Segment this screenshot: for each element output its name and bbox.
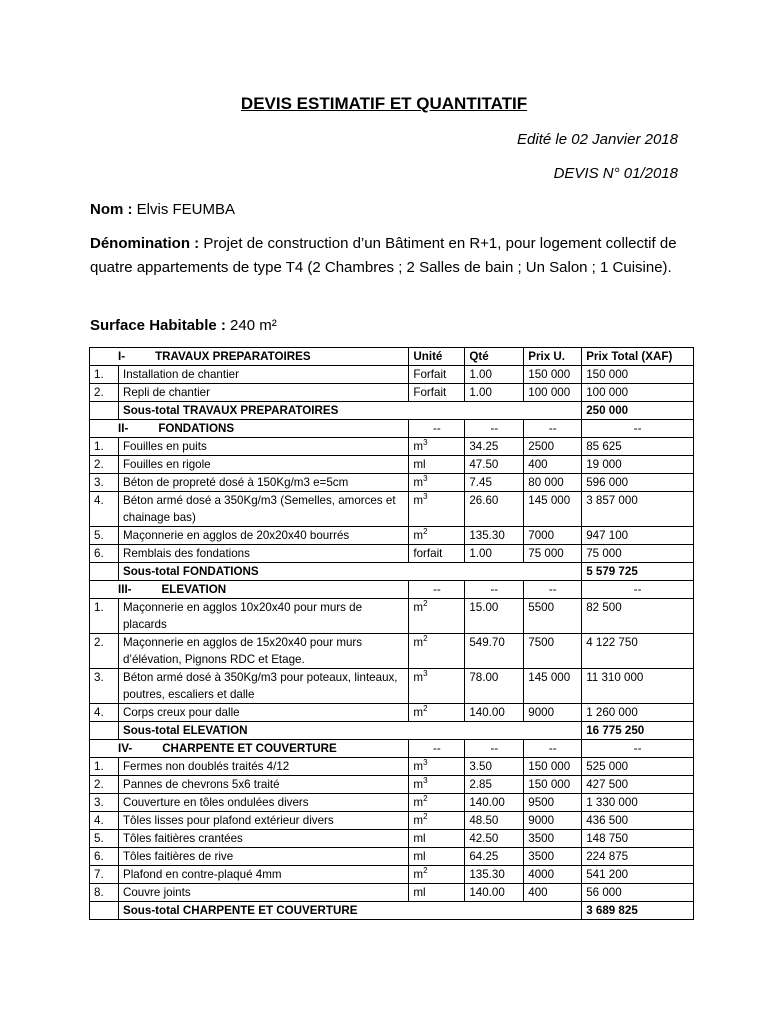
- cell-unit-price: 3500: [524, 848, 582, 866]
- column-header: Prix Total (XAF): [582, 348, 694, 366]
- cell-unit-price: 2500: [524, 438, 582, 456]
- cell-unit: forfait: [409, 545, 465, 563]
- cell-quantity: 1.00: [465, 366, 524, 384]
- client-name-label: Nom :: [90, 201, 133, 218]
- table-row: [90, 366, 694, 384]
- cell-total: 148 750: [582, 830, 694, 848]
- cell-number: 4.: [90, 492, 119, 527]
- cell-unit: $m^3$: [409, 438, 465, 456]
- cell-unit: $m^3$: [409, 758, 465, 776]
- placeholder-cell: --: [524, 420, 582, 438]
- section-name: ELEVATION: [161, 583, 227, 596]
- cell-number: 1.: [90, 366, 119, 384]
- cell-number: 1.: [90, 758, 119, 776]
- cell-unit: $m^3$: [409, 492, 465, 527]
- cell-unit: $m^2$: [409, 866, 465, 884]
- cell-number: 6.: [90, 545, 119, 563]
- cell-total: 100 000: [582, 384, 694, 402]
- cell-number: 5.: [90, 527, 119, 545]
- cell-empty: [90, 563, 119, 581]
- cell-unit: $m^2$: [409, 527, 465, 545]
- cell-number: 2.: [90, 634, 119, 669]
- cell-unit-price: 400: [524, 884, 582, 902]
- placeholder-cell: --: [582, 420, 694, 438]
- cell-unit-price: 9500: [524, 794, 582, 812]
- cell-number: 1.: [90, 599, 119, 634]
- placeholder-cell: --: [524, 581, 582, 599]
- subtotal-row: [90, 563, 694, 581]
- cell-designation: Béton de propreté dosé à 150Kg/m3 e=5cm: [118, 474, 408, 492]
- cell-number: 2.: [90, 456, 119, 474]
- table-row: [90, 456, 694, 474]
- section-name: FONDATIONS: [158, 422, 235, 435]
- table-row: [90, 830, 694, 848]
- cell-designation: Fermes non doublés traités 4/12: [118, 758, 408, 776]
- column-header: Qté: [465, 348, 524, 366]
- cell-unit-price: 150 000: [524, 366, 582, 384]
- cell-total: 1 330 000: [582, 794, 694, 812]
- cell-total: 4 122 750: [582, 634, 694, 669]
- table-row: [90, 776, 694, 794]
- cell-total: 11 310 000: [582, 669, 694, 704]
- denomination-value: Projet de construction d’un Bâtiment en R+1, pour logement collectif de quatre appartements de type T4 (2 Chambres ; 2 Salles de bain ; Un Salon ; 1 Cuisine).: [90, 235, 677, 276]
- cell-unit-price: 5500: [524, 599, 582, 634]
- cell-total: 19 000: [582, 456, 694, 474]
- cell-unit: ml: [409, 456, 465, 474]
- subtotal-label: Sous-total ELEVATION: [118, 722, 581, 740]
- cell-designation: Maçonnerie en agglos de 15x20x40 pour murs d’élévation, Pignons RDC et Etage.: [118, 634, 408, 669]
- placeholder-cell: --: [409, 420, 465, 438]
- cell-total: 436 500: [582, 812, 694, 830]
- cell-quantity: 549.70: [465, 634, 524, 669]
- cell-designation: Tôles faitières crantées: [118, 830, 408, 848]
- cell-total: 596 000: [582, 474, 694, 492]
- placeholder-cell: --: [465, 420, 524, 438]
- cell-number: 3.: [90, 669, 119, 704]
- column-header: Prix U.: [524, 348, 582, 366]
- cell-total: 82 500: [582, 599, 694, 634]
- section-name: TRAVAUX PREPARATOIRES: [155, 350, 311, 363]
- cell-unit-price: 9000: [524, 812, 582, 830]
- cell-total: 427 500: [582, 776, 694, 794]
- cell-unit-price: 150 000: [524, 776, 582, 794]
- table-row: [90, 812, 694, 830]
- cell-total: 150 000: [582, 366, 694, 384]
- section-header-row: [90, 581, 694, 599]
- cell-unit: $m^3$: [409, 669, 465, 704]
- cell-empty: [90, 902, 119, 920]
- client-name-line: [90, 198, 680, 222]
- cell-quantity: 2.85: [465, 776, 524, 794]
- section-name: CHARPENTE ET COUVERTURE: [162, 742, 337, 755]
- cell-designation: Béton armé dosé à 350Kg/m3 pour poteaux, linteaux, poutres, escaliers et dalle: [118, 669, 408, 704]
- cell-designation: Remblais des fondations: [118, 545, 408, 563]
- cell-unit-price: 100 000: [524, 384, 582, 402]
- document-title: DEVIS ESTIMATIF ET QUANTITATIF: [240, 94, 528, 113]
- table-row: [90, 438, 694, 456]
- section-roman: II-: [118, 422, 129, 435]
- subtotal-row: [90, 402, 694, 420]
- cell-number: 5.: [90, 830, 119, 848]
- placeholder-cell: --: [465, 581, 524, 599]
- cell-quantity: 140.00: [465, 704, 524, 722]
- cell-total: 1 260 000: [582, 704, 694, 722]
- cell-empty: [90, 402, 119, 420]
- cell-number: 3.: [90, 474, 119, 492]
- cell-unit-price: 150 000: [524, 758, 582, 776]
- cell-quantity: 1.00: [465, 545, 524, 563]
- surface-label: Surface Habitable :: [90, 317, 226, 334]
- cell-designation: Fouilles en puits: [118, 438, 408, 456]
- cell-designation: Installation de chantier: [118, 366, 408, 384]
- cell-unit: $m^2$: [409, 794, 465, 812]
- section-roman: I-: [118, 350, 126, 363]
- table-row: [90, 848, 694, 866]
- cell-designation: Fouilles en rigole: [118, 456, 408, 474]
- section-title: [90, 420, 409, 438]
- cell-quantity: 78.00: [465, 669, 524, 704]
- cell-number: 4.: [90, 704, 119, 722]
- placeholder-cell: --: [409, 581, 465, 599]
- cell-quantity: 48.50: [465, 812, 524, 830]
- cell-designation: Tôles lisses pour plafond extérieur divers: [118, 812, 408, 830]
- cell-number: 4.: [90, 812, 119, 830]
- cell-designation: Tôles faitières de rive: [118, 848, 408, 866]
- cell-total: 75 000: [582, 545, 694, 563]
- cell-unit: ml: [409, 848, 465, 866]
- cell-quantity: 26.60: [465, 492, 524, 527]
- subtotal-label: Sous-total TRAVAUX PREPARATOIRES: [118, 402, 581, 420]
- cell-designation: Couvre joints: [118, 884, 408, 902]
- quote-table: [89, 347, 694, 920]
- section-header-row: [90, 420, 694, 438]
- cell-unit: $m^2$: [409, 704, 465, 722]
- cell-designation: Couverture en tôles ondulées divers: [118, 794, 408, 812]
- subtotal-label: Sous-total FONDATIONS: [118, 563, 581, 581]
- cell-empty: [90, 722, 119, 740]
- devis-number: DEVIS N° 01/2018: [553, 165, 678, 182]
- denomination-label: Dénomination :: [90, 235, 200, 252]
- edit-date: Edité le 02 Janvier 2018: [517, 131, 678, 148]
- cell-unit-price: 4000: [524, 866, 582, 884]
- cell-designation: Repli de chantier: [118, 384, 408, 402]
- cell-unit: $m^2$: [409, 599, 465, 634]
- table-row: [90, 599, 694, 634]
- section-header-row: [90, 740, 694, 758]
- cell-number: 7.: [90, 866, 119, 884]
- cell-designation: Maçonnerie en agglos de 20x20x40 bourrés: [118, 527, 408, 545]
- cell-unit: $m^2$: [409, 634, 465, 669]
- cell-total: 947 100: [582, 527, 694, 545]
- cell-quantity: 135.30: [465, 866, 524, 884]
- placeholder-cell: --: [582, 740, 694, 758]
- subtotal-value: 3 689 825: [582, 902, 694, 920]
- cell-quantity: 42.50: [465, 830, 524, 848]
- table-row: [90, 634, 694, 669]
- cell-number: 2.: [90, 776, 119, 794]
- cell-quantity: 34.25: [465, 438, 524, 456]
- subtotal-row: [90, 902, 694, 920]
- cell-designation: Pannes de chevrons 5x6 traité: [118, 776, 408, 794]
- cell-number: 2.: [90, 384, 119, 402]
- table-row: [90, 866, 694, 884]
- section-title: [90, 581, 409, 599]
- cell-number: 8.: [90, 884, 119, 902]
- cell-unit: $m^3$: [409, 776, 465, 794]
- section-title: [90, 740, 409, 758]
- cell-designation: Maçonnerie en agglos 10x20x40 pour murs de placards: [118, 599, 408, 634]
- cell-quantity: 140.00: [465, 884, 524, 902]
- section-header-row: [90, 348, 694, 366]
- placeholder-cell: --: [465, 740, 524, 758]
- placeholder-cell: --: [524, 740, 582, 758]
- cell-designation: Corps creux pour dalle: [118, 704, 408, 722]
- cell-number: 6.: [90, 848, 119, 866]
- placeholder-cell: --: [409, 740, 465, 758]
- subtotal-row: [90, 722, 694, 740]
- table-row: [90, 794, 694, 812]
- cell-quantity: 15.00: [465, 599, 524, 634]
- cell-number: 3.: [90, 794, 119, 812]
- cell-unit-price: 75 000: [524, 545, 582, 563]
- table-row: [90, 545, 694, 563]
- cell-unit-price: 9000: [524, 704, 582, 722]
- table-row: [90, 884, 694, 902]
- table-row: [90, 492, 694, 527]
- cell-unit-price: 145 000: [524, 669, 582, 704]
- cell-designation: Plafond en contre-plaqué 4mm: [118, 866, 408, 884]
- cell-unit-price: 400: [524, 456, 582, 474]
- section-roman: IV-: [118, 742, 133, 755]
- surface-line: [90, 314, 680, 338]
- table-row: [90, 669, 694, 704]
- cell-unit: $m^2$: [409, 812, 465, 830]
- table-row: [90, 758, 694, 776]
- cell-unit: Forfait: [409, 384, 465, 402]
- quote-table-body: [90, 348, 694, 920]
- cell-unit: Forfait: [409, 366, 465, 384]
- cell-unit-price: 145 000: [524, 492, 582, 527]
- subtotal-value: 5 579 725: [582, 563, 694, 581]
- table-row: [90, 704, 694, 722]
- table-row: [90, 527, 694, 545]
- cell-quantity: 135.30: [465, 527, 524, 545]
- cell-unit-price: 7500: [524, 634, 582, 669]
- cell-quantity: 140.00: [465, 794, 524, 812]
- section-title: [90, 348, 409, 366]
- cell-number: 1.: [90, 438, 119, 456]
- section-roman: III-: [118, 583, 132, 596]
- placeholder-cell: --: [582, 581, 694, 599]
- cell-total: 56 000: [582, 884, 694, 902]
- subtotal-value: 250 000: [582, 402, 694, 420]
- cell-unit: ml: [409, 830, 465, 848]
- surface-value: 240 m²: [230, 317, 277, 334]
- cell-unit-price: 7000: [524, 527, 582, 545]
- cell-total: 525 000: [582, 758, 694, 776]
- cell-unit: ml: [409, 884, 465, 902]
- column-header: Unité: [409, 348, 465, 366]
- client-name-value: Elvis FEUMBA: [136, 201, 236, 218]
- cell-total: 541 200: [582, 866, 694, 884]
- cell-total: 85 625: [582, 438, 694, 456]
- table-row: [90, 474, 694, 492]
- cell-unit-price: 80 000: [524, 474, 582, 492]
- cell-total: 3 857 000: [582, 492, 694, 527]
- cell-unit-price: 3500: [524, 830, 582, 848]
- cell-quantity: 7.45: [465, 474, 524, 492]
- subtotal-label: Sous-total CHARPENTE ET COUVERTURE: [118, 902, 581, 920]
- subtotal-value: 16 775 250: [582, 722, 694, 740]
- cell-quantity: 3.50: [465, 758, 524, 776]
- table-row: [90, 384, 694, 402]
- cell-designation: Béton armé dosé a 350Kg/m3 (Semelles, amorces et chainage bas): [118, 492, 408, 527]
- cell-total: 224 875: [582, 848, 694, 866]
- cell-quantity: 1.00: [465, 384, 524, 402]
- cell-quantity: 47.50: [465, 456, 524, 474]
- cell-quantity: 64.25: [465, 848, 524, 866]
- cell-unit: $m^3$: [409, 474, 465, 492]
- denomination-paragraph: [90, 232, 680, 280]
